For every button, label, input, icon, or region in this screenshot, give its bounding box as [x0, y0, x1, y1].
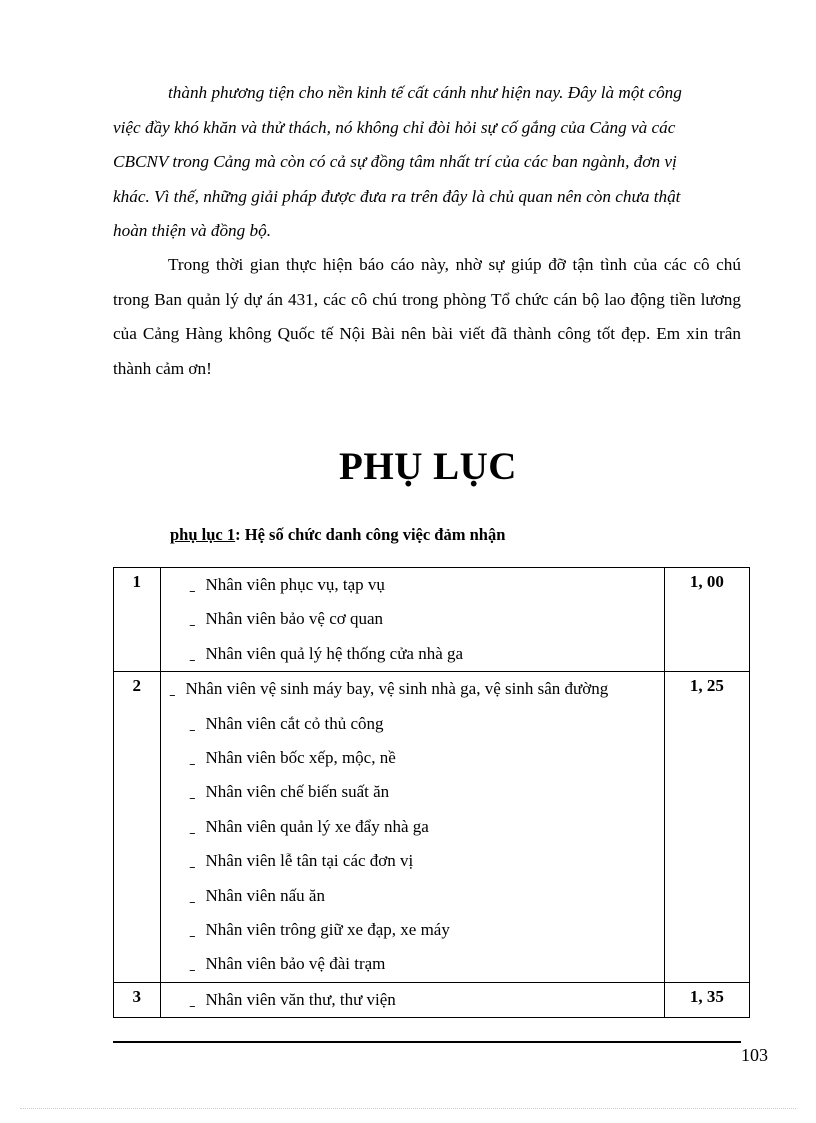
job-titles-cell	[160, 672, 664, 983]
list-item-text: Nhân viên trông giữ xe đạp, xe máy	[205, 919, 450, 939]
coefficient-cell: 1, 25	[664, 672, 749, 983]
list-item-text: Nhân viên nấu ăn	[205, 885, 325, 905]
table-row	[114, 672, 750, 983]
paragraph-line: hoàn thiện và đồng bộ.	[113, 221, 272, 240]
footer-divider	[113, 1041, 741, 1043]
dash-bullet-icon: ˍ	[189, 989, 196, 1009]
appendix-caption-label: phụ lục 1	[170, 525, 236, 544]
paragraph-line: thành phương tiện cho nền kinh tế cất cánh như hiện nay. Đây là một công	[168, 83, 682, 102]
row-number-cell: 2	[114, 672, 161, 983]
coefficient-cell: 1, 35	[664, 982, 749, 1017]
job-titles-cell	[160, 982, 664, 1017]
dash-bullet-icon: ˍ	[189, 747, 196, 767]
list-item-text: Nhân viên bảo vệ đài trạm	[205, 954, 386, 974]
dash-bullet-icon: ˍ	[189, 575, 196, 594]
page-edge-dots	[20, 1108, 796, 1109]
dash-bullet-icon: ˍ	[189, 609, 196, 629]
job-coefficient-table	[113, 567, 750, 1018]
list-item-text: Nhân viên chế biến suất ăn	[205, 782, 390, 802]
list-item	[161, 741, 664, 775]
list-item-text: Nhân viên bốc xếp, mộc, nề	[205, 747, 396, 767]
dash-bullet-icon: ˍ	[189, 919, 196, 939]
list-item-text: Nhân viên quản lý xe đẩy nhà ga	[205, 816, 429, 836]
paragraph-line: việc đầy khó khăn và thử thách, nó không chỉ đòi hỏi sự cố gắng của Cảng và các	[113, 117, 676, 137]
dash-bullet-icon: ˍ	[189, 851, 196, 871]
dash-bullet-icon: ˍ	[189, 782, 196, 802]
list-item	[161, 707, 664, 741]
appendix-caption	[170, 525, 505, 545]
row-number-cell: 1	[114, 568, 161, 672]
dash-bullet-icon: ˍ	[169, 679, 176, 699]
list-item-text: Nhân viên phục vụ, tạp vụ	[205, 575, 385, 594]
coefficient-cell: 1, 00	[664, 568, 749, 672]
list-item	[161, 879, 664, 913]
list-item-text: Nhân viên quả lý hệ thống cửa nhà ga	[205, 643, 464, 663]
dash-bullet-icon: ˍ	[189, 816, 196, 836]
job-titles-cell	[160, 568, 664, 672]
list-item-text: Nhân viên văn thư, thư viện	[205, 989, 396, 1009]
list-item	[161, 568, 664, 602]
row-number-cell: 3	[114, 982, 161, 1017]
list-item-text: Nhân viên cắt cỏ thủ công	[205, 713, 384, 733]
table-row	[114, 568, 750, 672]
appendix-caption-text: : Hệ số chức danh công việc đảm nhận	[235, 525, 506, 544]
appendix-title: PHỤ LỤC	[339, 445, 517, 488]
paragraph-line: khác. Vì thế, những giải pháp được đưa ra trên đây là chủ quan nên còn chưa thật	[113, 186, 681, 206]
list-item-text: Nhân viên lễ tân tại các đơn vị	[205, 851, 414, 871]
list-item	[161, 637, 664, 671]
list-item	[161, 602, 664, 636]
dash-bullet-icon: ˍ	[189, 713, 196, 733]
table-row	[114, 982, 750, 1017]
list-item-text: Nhân viên bảo vệ cơ quan	[205, 609, 384, 629]
dash-bullet-icon: ˍ	[189, 643, 196, 663]
list-item	[161, 810, 664, 844]
paragraph-line: CBCNV trong Cảng mà còn có cả sự đồng tâm nhất trí của các ban ngành, đơn vị	[113, 152, 677, 171]
list-item	[161, 913, 664, 947]
dash-bullet-icon: ˍ	[189, 954, 196, 974]
list-item	[161, 947, 664, 981]
list-item	[161, 844, 664, 878]
page-number: 103	[741, 1045, 768, 1065]
list-item	[161, 672, 664, 706]
list-item	[161, 983, 664, 1017]
list-item	[161, 775, 664, 809]
list-item-text: Nhân viên vệ sinh máy bay, vệ sinh nhà ga, vệ sinh sân đường	[185, 679, 609, 699]
acknowledgement-paragraph: Trong thời gian thực hiện báo cáo này, nhờ sự giúp đỡ tận tình của các cô chú trong Ban quản lý dự án 431, các cô chú trong phòng Tổ chức cán bộ lao động tiền lương của Cảng Hàng không Quốc tế Nội Bài nên bài viết đã thành công tốt đẹp. Em xin trân thành cảm ơn!	[113, 255, 741, 378]
closing-paragraph	[113, 76, 741, 249]
dash-bullet-icon: ˍ	[189, 885, 196, 905]
